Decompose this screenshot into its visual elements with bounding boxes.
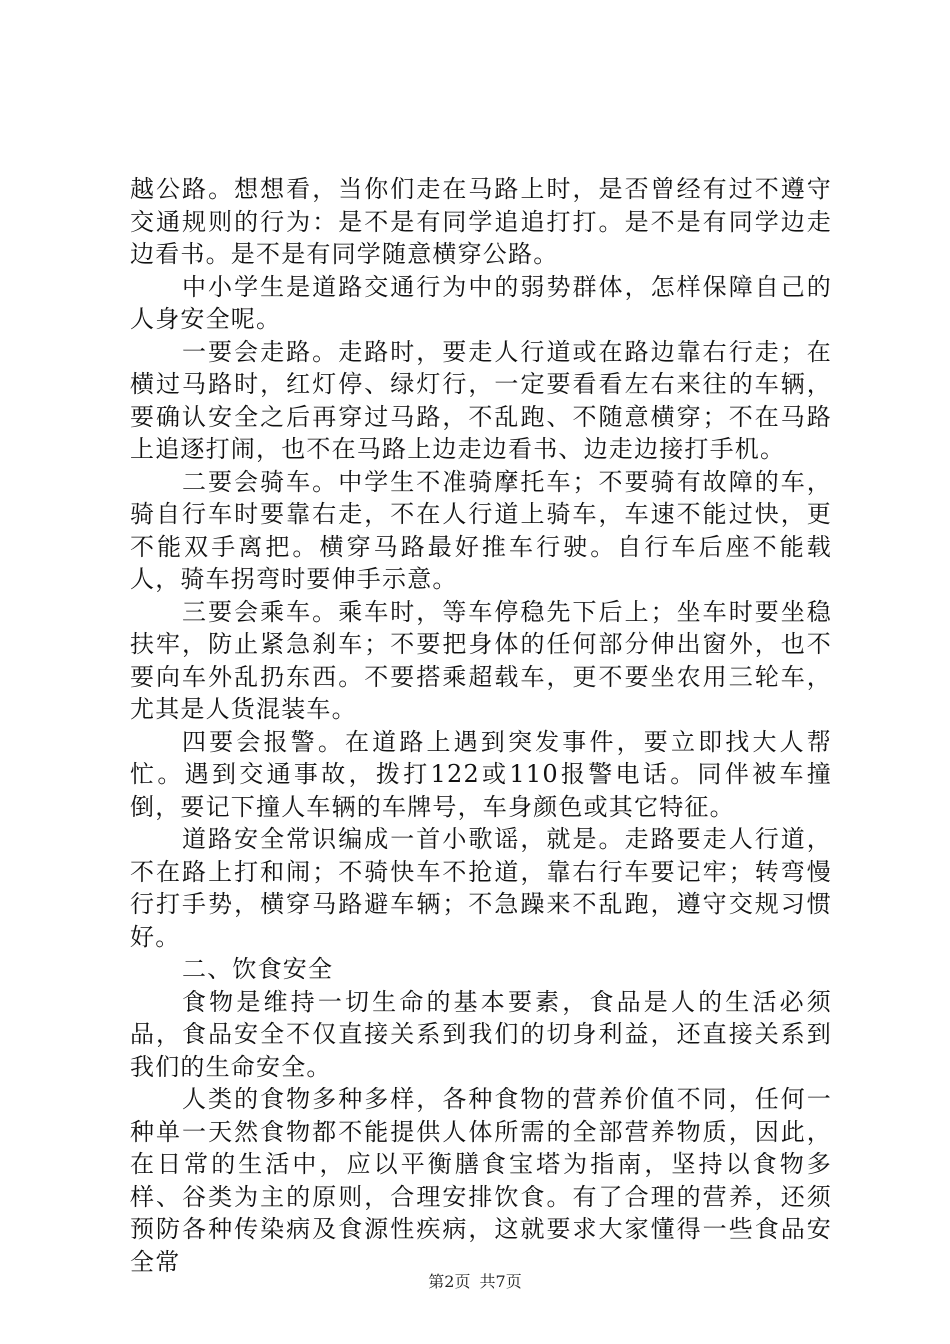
paragraph: 三要会乘车。乘车时，等车停稳先下后上；坐车时要坐稳扶牢，防止紧急刹车；不要把身体的任何部分伸出窗外，也不要向车外乱扔东西。不要搭乘超载车，更不要坐农用三轮车，尤其是人货混装车。 — [130, 597, 832, 723]
paragraph: 二要会骑车。中学生不准骑摩托车；不要骑有故障的车，骑自行车时要靠右走，不在人行道上骑车，车速不能过快，更不能双手离把。横穿马路最好推车行驶。自行车后座不能载人，骑车拐弯时要伸手示意。 — [130, 467, 832, 593]
paragraph: 越公路。想想看，当你们走在马路上时，是否曾经有过不遵守交通规则的行为：是不是有同学追追打打。是不是有同学边走边看书。是不是有同学随意横穿公路。 — [130, 175, 832, 268]
paragraph: 一要会走路。走路时，要走人行道或在路边靠右行走；在横过马路时，红灯停、绿灯行，一定要看看左右来往的车辆，要确认安全之后再穿过马路，不乱跑、不随意横穿；不在马路上追逐打闹，也不在马路上边走边看书、边走边接打手机。 — [130, 337, 832, 463]
document-body — [130, 173, 832, 1278]
paragraph: 人类的食物多种多样，各种食物的营养价值不同，任何一种单一天然食物都不能提供人体所需的全部营养物质，因此，在日常的生活中，应以平衡膳食宝塔为指南，坚持以食物多样、谷类为主的原则，合理安排饮食。有了合理的营养，还须预防各种传染病及食源性疾病，这就要求大家懂得一些食品安全常 — [130, 1085, 832, 1276]
page-number: 第2页 — [428, 1272, 471, 1291]
page-total: 共7页 — [479, 1272, 522, 1291]
paragraph: 中小学生是道路交通行为中的弱势群体，怎样保障自己的人身安全呢。 — [130, 272, 832, 333]
section-heading: 二、饮食安全 — [182, 955, 334, 983]
page-footer — [0, 1272, 950, 1292]
paragraph: 四要会报警。在道路上遇到突发事件，要立即找大人帮忙。遇到交通事故，拨打122或110报警电话。同伴被车撞倒，要记下撞人车辆的车牌号，车身颜色或其它特征。 — [130, 727, 832, 821]
paragraph: 食物是维持一切生命的基本要素，食品是人的生活必须品，食品安全不仅直接关系到我们的切身利益，还直接关系到我们的生命安全。 — [130, 987, 832, 1081]
paragraph: 道路安全常识编成一首小歌谣，就是。走路要走人行道，不在路上打和闹；不骑快车不抢道，靠右行车要记牢；转弯慢行打手势，横穿马路避车辆；不急躁来不乱跑，遵守交规习惯好。 — [130, 825, 832, 951]
